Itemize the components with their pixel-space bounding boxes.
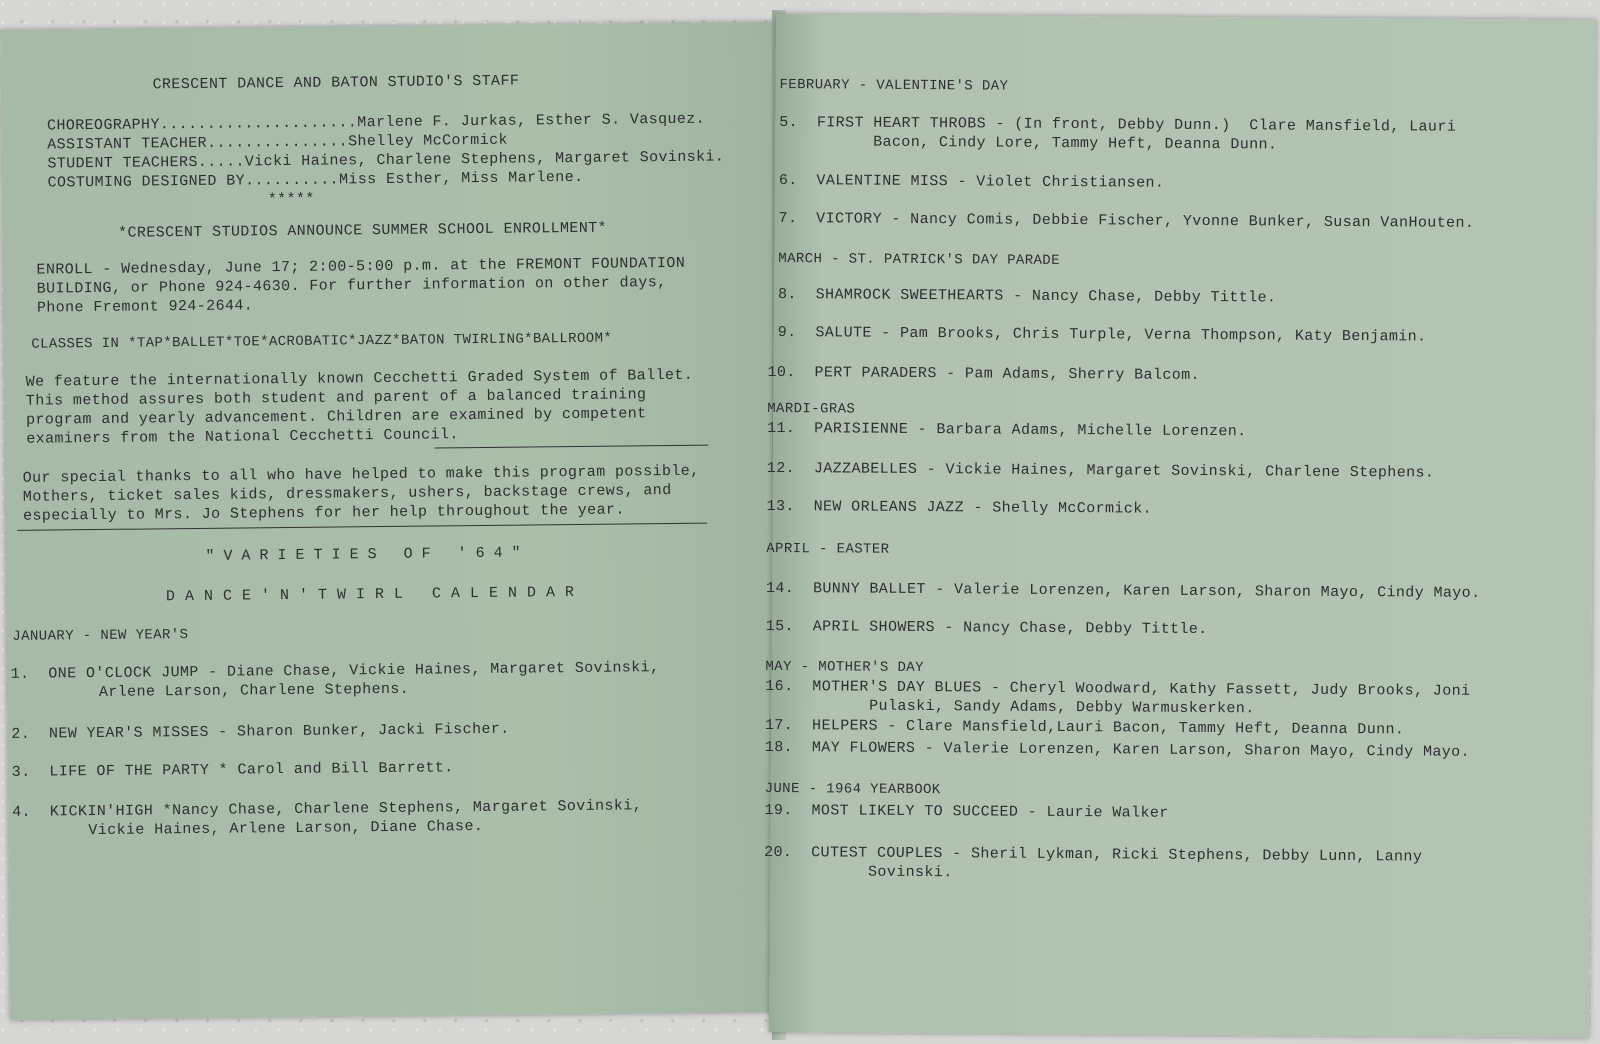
act-9: 9. SALUTE - Pam Brooks, Chris Turple, Verna Thompson, Katy Benjamin. xyxy=(777,324,1427,346)
enroll-line-3: Phone Fremont 924-2644. xyxy=(36,297,254,317)
stars-divider: ***** xyxy=(267,190,315,209)
act-8: 8. SHAMROCK SWEETHEARTS - Nancy Chase, Debby Tittle. xyxy=(777,286,1277,307)
act-7: 7. VICTORY - Nancy Comis, Debbie Fischer, Yvonne Bunker, Susan VanHouten. xyxy=(778,210,1475,232)
act-13: 13. NEW ORLEANS JAZZ - Shelly McCormick. xyxy=(766,497,1153,518)
enroll-line-2: BUILDING, or Phone 924-4630. For further information on other days, xyxy=(36,274,667,298)
act-6: 6. VALENTINE MISS - Violet Christiansen. xyxy=(778,172,1165,192)
staff-row-student-teachers: STUDENT TEACHERS.....Vicki Haines, Charlene Stephens, Margaret Sovinski. xyxy=(47,148,725,173)
act-11: 11. PARISIENNE - Barbara Adams, Michelle Lorenzen. xyxy=(767,419,1247,441)
act-16-cont: Pulaski, Sandy Adams, Debby Warmuskerken. xyxy=(869,697,1255,718)
program-left-page xyxy=(0,22,796,1020)
act-16: 16. MOTHER'S DAY BLUES - Cheryl Woodward, Kathy Fassett, Judy Brooks, Joni xyxy=(765,677,1471,700)
act-19: 19. MOST LIKELY TO SUCCEED - Laurie Walker xyxy=(764,801,1169,822)
act-14: 14. BUNNY BALLET - Valerie Lorenzen, Karen Larson, Sharon Mayo, Cindy Mayo. xyxy=(765,579,1481,602)
thanks-line-2: Mothers, ticket sales kids, dressmakers, ushers, backstage crews, and xyxy=(22,481,672,506)
section-rule xyxy=(434,445,708,449)
april-heading: APRIL - EASTER xyxy=(766,540,890,558)
act-12: 12. JAZZABELLES - Vickie Haines, Margaret Sovinski, Charlene Stephens. xyxy=(766,459,1435,482)
act-10: 10. PERT PARADERS - Pam Adams, Sherry Balcom. xyxy=(767,363,1201,384)
program-title: "VARIETIES OF '64" xyxy=(205,544,530,565)
program-subtitle: DANCE'N'TWIRL CALENDAR xyxy=(165,583,585,606)
act-5-cont: Bacon, Cindy Lore, Tammy Heft, Deanna Dunn. xyxy=(873,133,1278,154)
february-heading: FEBRUARY - VALENTINE'S DAY xyxy=(779,77,1009,95)
act-4: 4. KICKIN'HIGH *Nancy Chase, Charlene Stephens, Margaret Sovinski, xyxy=(12,797,643,821)
thanks-line-1: Our special thanks to all who have helped to make this program possible, xyxy=(22,462,700,487)
act-1: 1. ONE O'CLOCK JUMP - Diane Chase, Vickie Haines, Margaret Sovinski, xyxy=(10,659,660,683)
act-18: 18. MAY FLOWERS - Valerie Lorenzen, Karen Larson, Sharon Mayo, Cindy Mayo. xyxy=(764,738,1471,761)
mardi-gras-heading: MARDI-GRAS xyxy=(767,400,856,418)
ballet-line-3: program and yearly advancement. Children are examined by competent xyxy=(25,405,647,429)
act-2: 2. NEW YEAR'S MISSES - Sharon Bunker, Jacki Fischer. xyxy=(11,720,510,743)
enroll-line-1: ENROLL - Wednesday, June 17; 2:00-5:00 p.m. at the FREMONT FOUNDATION xyxy=(36,254,686,279)
enroll-heading: *CRESCENT STUDIOS ANNOUNCE SUMMER SCHOOL ENROLLMENT* xyxy=(118,219,608,242)
ballet-line-2: This method assures both student and parent of a balanced training xyxy=(25,386,647,410)
thanks-line-3: especially to Mrs. Jo Stephens for her help throughout the year. xyxy=(23,501,625,525)
staff-row-assistant: ASSISTANT TEACHER...............Shelley McCormick xyxy=(47,131,508,154)
act-17: 17. HELPERS - Clare Mansfield,Lauri Bacon, Tammy Heft, Deanna Dunn. xyxy=(764,716,1405,739)
program-right-page xyxy=(764,14,1596,1038)
act-3: 3. LIFE OF THE PARTY * Carol and Bill Barrett. xyxy=(11,759,454,781)
staff-row-costuming: COSTUMING DESIGNED BY..........Miss Esther, Miss Marlene. xyxy=(47,168,584,192)
act-20-cont: Sovinski. xyxy=(867,863,953,882)
june-heading: JUNE - 1964 YEARBOOK xyxy=(764,780,941,799)
staff-row-choreography: CHOREOGRAPHY.....................Marlene F. Jurkas, Esther S. Vasquez. xyxy=(46,110,706,135)
act-4-cont: Vickie Haines, Arlene Larson, Diane Chase. xyxy=(88,817,484,840)
ballet-line-1: We feature the internationally known Cecchetti Graded System of Ballet. xyxy=(25,366,694,391)
may-heading: MAY - MOTHER'S DAY xyxy=(765,658,924,677)
act-5: 5. FIRST HEART THROBS - (In front, Debby Dunn.) Clare Mansfield, Lauri xyxy=(779,114,1457,136)
january-heading: JANUARY - NEW YEAR'S xyxy=(12,627,189,645)
classes-line: CLASSES IN *TAP*BALLET*TOE*ACROBATIC*JAZZ*BATON TWIRLING*BALLROOM* xyxy=(31,330,613,353)
act-15: 15. APRIL SHOWERS - Nancy Chase, Debby Tittle. xyxy=(765,617,1208,639)
act-1-cont: Arlene Larson, Charlene Stephens. xyxy=(98,680,410,701)
march-heading: MARCH - ST. PATRICK'S DAY PARADE xyxy=(778,251,1060,269)
ballet-line-4: examiners from the National Cecchetti Council. xyxy=(26,426,459,448)
act-20: 20. CUTEST COUPLES - Sheril Lykman, Ricki Stephens, Debby Lunn, Lanny xyxy=(764,843,1423,866)
staff-heading: CRESCENT DANCE AND BATON STUDIO'S STAFF xyxy=(152,72,520,94)
